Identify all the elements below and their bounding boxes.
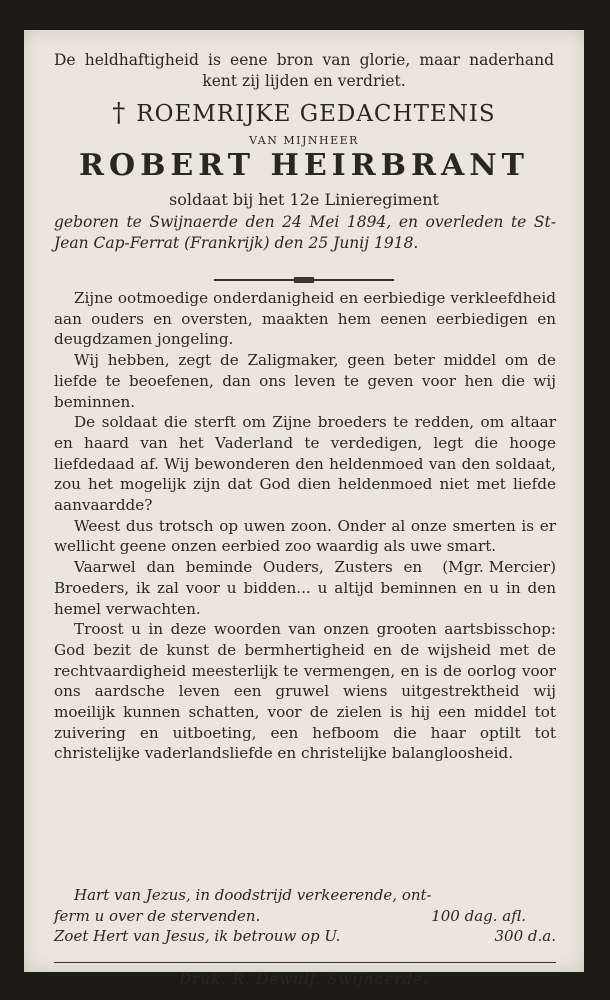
prayer-text: ferm u over de stervenden.	[54, 906, 261, 925]
quote-attribution: (Mgr. Mercier)	[442, 558, 556, 577]
van-mijnheer: VAN MIJNHEER	[249, 134, 359, 147]
prayer-line: Hart van Jezus, in doodstrijd verkeerende, ont-	[74, 886, 432, 904]
prayers	[54, 885, 556, 947]
regiment-line: soldaat bij het 12e Linieregiment	[169, 190, 439, 209]
prayer-line	[54, 906, 556, 927]
printer-credit: Druk. R. Dewulf, Swijnaerde.	[179, 970, 429, 988]
indulgence: 300 d.a.	[494, 927, 556, 945]
prayer-text: Zoet Hert van Jesus, ik betrouw op U.	[54, 927, 341, 945]
body-text	[54, 288, 556, 764]
paragraph: Zijne ootmoedige onderdanigheid en eerbiedige verkleefdheid aan ouders en oversten, maakten hem eenen eerbiedigen en deugdzamen jongeling.	[54, 289, 556, 349]
birth-death-info: geboren te Swijnaerde den 24 Mei 1894, en overleden te St-Jean Cap-Ferrat (Frankrijk) den 25 Junij 1918.	[54, 213, 556, 252]
paragraph: Vaarwel dan beminde Ouders, Zusters en Broeders, ik zal voor u bidden... u altijd beminnen en u in den hemel verwachten.	[54, 558, 556, 618]
paragraph: Wij hebben, zegt de Zaligmaker, geen beter middel om de liefde te beoefenen, dan ons leven te geven voor hen die wij beminnen.	[54, 351, 556, 411]
cross-icon: †	[112, 98, 127, 128]
indulgence: 100 dag. afl.	[431, 906, 526, 925]
paragraph: Troost u in deze woorden van onzen grooten aartsbisschop: God bezit de kunst de bermhertigheid en de wijsheid met de rechtvaardigheid meesterlijk te vermengen, en is de oorlog voor ons aardsche leven een gruwel wiens uitgestrektheid wij moeilijk kunnen schatten, voor de zielen is hij een middel tot zuivering en uitboeting, een hefboom die haar optilt tot christelijke vaderlandsliefde en christelijke balangloosheid.	[54, 620, 556, 763]
memorial-card	[24, 30, 584, 988]
bottom-rule	[54, 962, 556, 963]
epigraph: De heldhaftigheid is eene bron van glorie, maar naderhand kent zij lijden en verdriet.	[54, 51, 554, 90]
prayer-line	[54, 926, 556, 947]
deceased-name: ROBERT HEIRBRANT	[79, 148, 529, 183]
heading-row	[24, 98, 584, 128]
heading: ROEMRIJKE GEDACHTENIS	[136, 101, 496, 127]
paragraph-text: Weest dus trotsch op uwen zoon. Onder al onze smerten is er wellicht geene onzen eerbied zoo waardig als uwe smart.	[54, 516, 556, 556]
paragraph	[54, 516, 556, 577]
paragraph: De soldaat die sterft om Zijne broeders te redden, om altaar en haard van het Vaderland te verdedigen, legt die hooge liefdedaad af. Wij bewonderen den heldenmoed van den soldaat, zou het mogelijk zijn dat God dien heldenmoed niet met liefde aanvaardde?	[54, 413, 556, 515]
ornamental-divider	[214, 279, 394, 281]
